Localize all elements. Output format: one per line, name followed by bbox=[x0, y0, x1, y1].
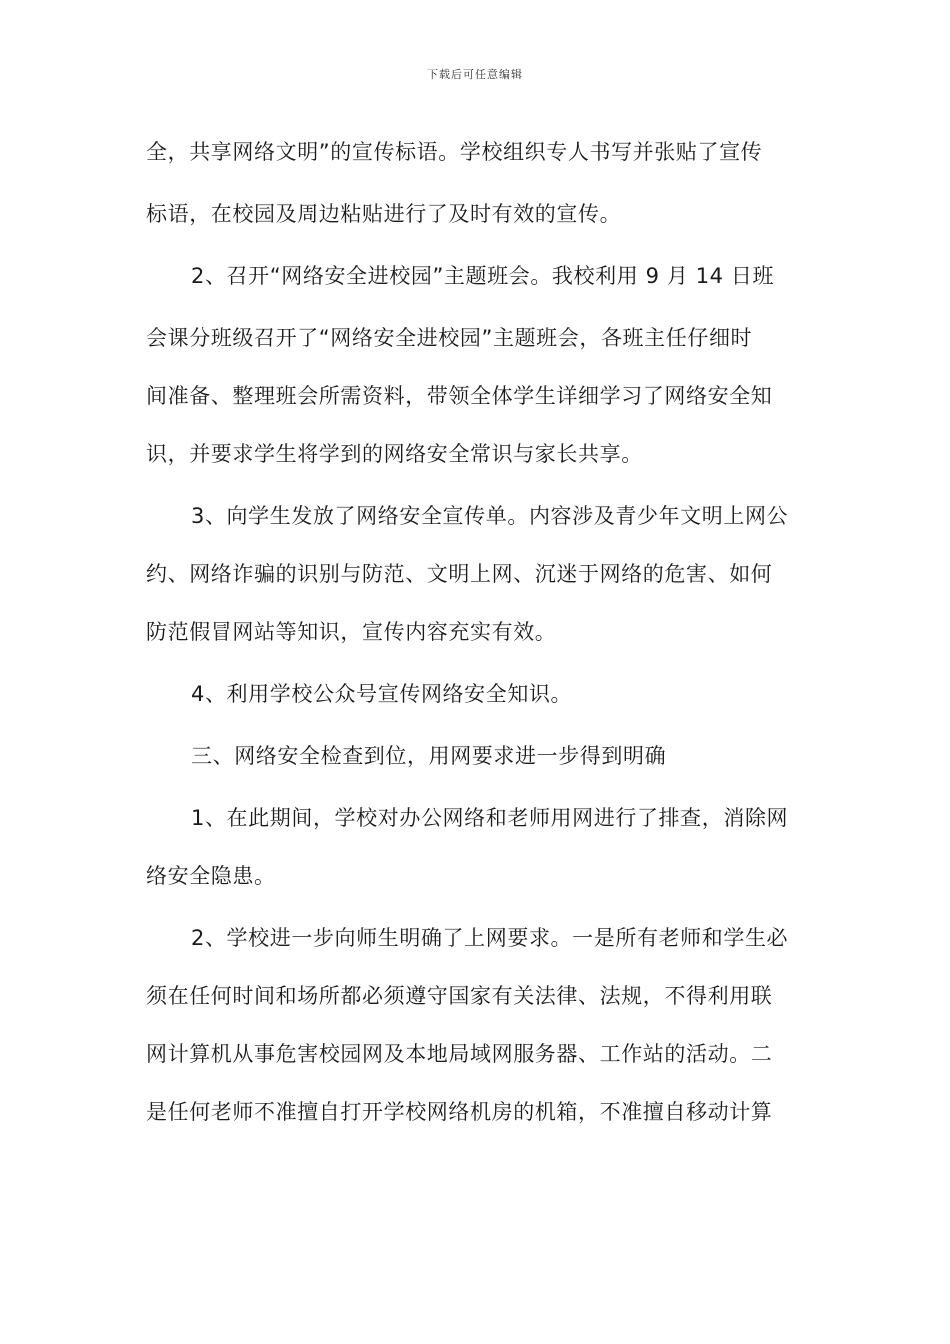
paragraph-line: 4、利用学校公众号宣传网络安全知识。 bbox=[191, 682, 573, 706]
paragraph-line: 防范假冒网站等知识，宣传内容充实有效。 bbox=[146, 620, 557, 644]
section-heading: 三、网络安全检查到位，用网要求进一步得到明确 bbox=[191, 744, 667, 768]
page-header-note: 下载后可任意编辑 bbox=[427, 68, 523, 81]
paragraph-line: 全，共享网络文明”的宣传标语。学校组织专人书写并张贴了宣传 bbox=[146, 140, 763, 164]
paragraph-line: 3、向学生发放了网络安全宣传单。内容涉及青少年文明上网公 bbox=[191, 504, 789, 528]
paragraph-line: 须在任何时间和场所都必须遵守国家有关法律、法规，不得利用联 bbox=[146, 984, 773, 1008]
paragraph-line: 约、网络诈骗的识别与防范、文明上网、沉迷于网络的危害、如何 bbox=[146, 562, 773, 586]
document-body bbox=[146, 130, 812, 1148]
paragraph-line: 网计算机从事危害校园网及本地局域网服务器、工作站的活动。二 bbox=[146, 1042, 773, 1066]
paragraph-line: 络安全隐患。 bbox=[146, 864, 276, 888]
paragraph-line: 2、召开“网络安全进校园”主题班会。我校利用 9 月 14 日班 bbox=[191, 264, 775, 288]
paragraph-line: 标语，在校园及周边粘贴进行了及时有效的宣传。 bbox=[146, 202, 622, 226]
paragraph-line: 间准备、整理班会所需资料，带领全体学生详细学习了网络安全知 bbox=[146, 384, 773, 408]
paragraph-line: 识，并要求学生将学到的网络安全常识与家长共享。 bbox=[146, 442, 643, 466]
paragraph-line: 是任何老师不准擅自打开学校网络机房的机箱，不准擅自移动计算 bbox=[146, 1100, 773, 1124]
paragraph-line: 1、在此期间，学校对办公网络和老师用网进行了排查，消除网 bbox=[191, 806, 789, 830]
paragraph-line: 会课分班级召开了“网络安全进校园”主题班会，各班主任仔细时 bbox=[146, 326, 753, 350]
paragraph-line: 2、学校进一步向师生明确了上网要求。一是所有老师和学生必 bbox=[191, 926, 789, 950]
